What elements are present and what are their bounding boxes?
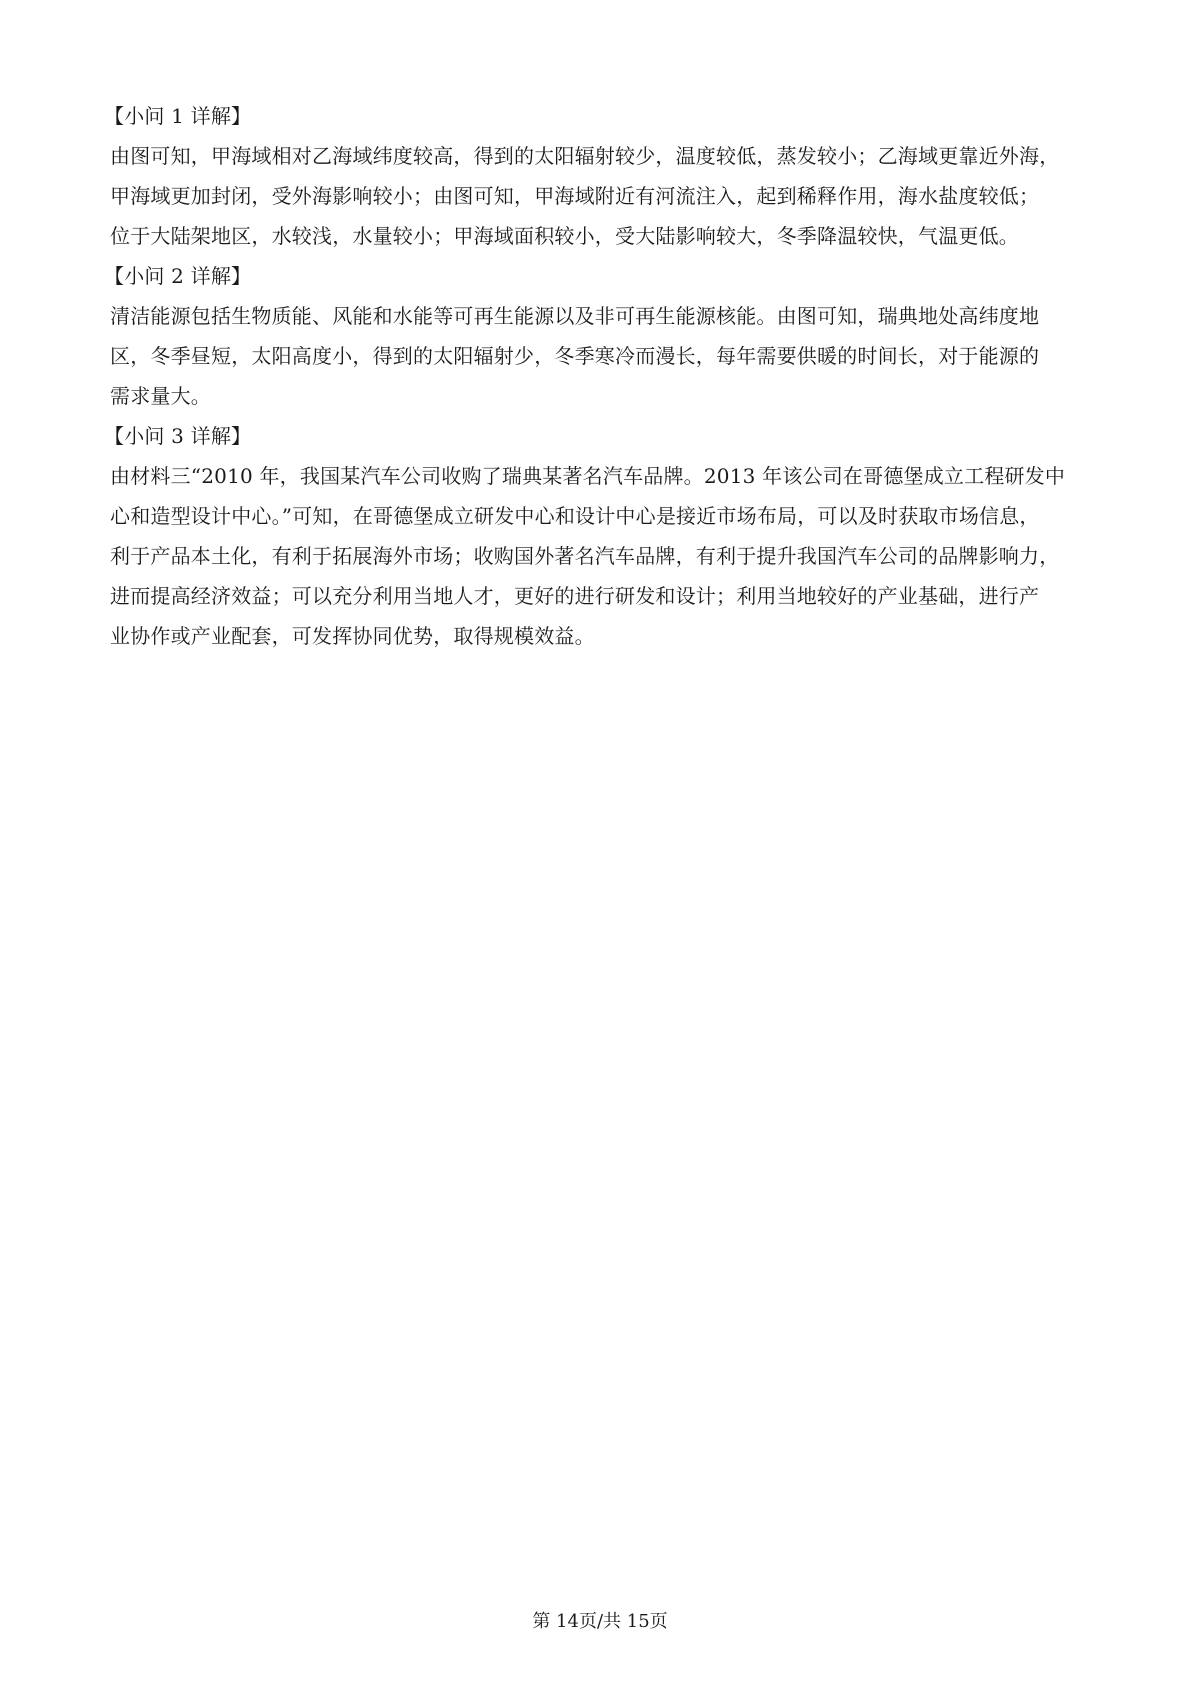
paragraph-line: 业协作或产业配套，可发挥协同优势，取得规模效益。 — [110, 624, 595, 648]
paragraph-line: 由图可知，甲海域相对乙海域纬度较高，得到的太阳辐射较少，温度较低，蒸发较小；乙海域更靠近外海， — [110, 144, 1060, 168]
section-heading: 【小问 3 详解】 — [104, 424, 252, 448]
paragraph-line: 需求量大。 — [110, 384, 211, 408]
paragraph-line: 由材料三“2010 年，我国某汽车公司收购了瑞典某著名汽车品牌。2013 年该公司在哥德堡成立工程研发中 — [110, 464, 1066, 488]
document-body — [104, 96, 1110, 656]
paragraph-line: 进而提高经济效益；可以充分利用当地人才，更好的进行研发和设计；利用当地较好的产业基础，进行产 — [110, 584, 1040, 608]
section-1 — [104, 96, 1110, 256]
paragraph-line: 甲海域更加封闭，受外海影响较小；由图可知，甲海域附近有河流注入，起到稀释作用，海水盐度较低； — [110, 184, 1040, 208]
section-3 — [104, 416, 1110, 656]
section-2 — [104, 256, 1110, 416]
paragraph-line: 心和造型设计中心。”可知，在哥德堡成立研发中心和设计中心是接近市场布局，可以及时获取市场信息， — [110, 504, 1040, 528]
paragraph-line: 位于大陆架地区，水较浅，水量较小；甲海域面积较小，受大陆影响较大，冬季降温较快，气温更低。 — [110, 224, 1019, 248]
page-number-footer: 第 14页/共 15页 — [532, 1611, 668, 1632]
paragraph-line: 清洁能源包括生物质能、风能和水能等可再生能源以及非可再生能源核能。由图可知，瑞典地处高纬度地 — [110, 304, 1040, 328]
section-heading: 【小问 2 详解】 — [104, 264, 252, 288]
section-heading: 【小问 1 详解】 — [104, 104, 252, 128]
paragraph-line: 利于产品本土化，有利于拓展海外市场；收购国外著名汽车品牌，有利于提升我国汽车公司的品牌影响力， — [110, 544, 1060, 568]
paragraph-line: 区，冬季昼短，太阳高度小，得到的太阳辐射少，冬季寒冷而漫长，每年需要供暖的时间长，对于能源的 — [110, 344, 1040, 368]
